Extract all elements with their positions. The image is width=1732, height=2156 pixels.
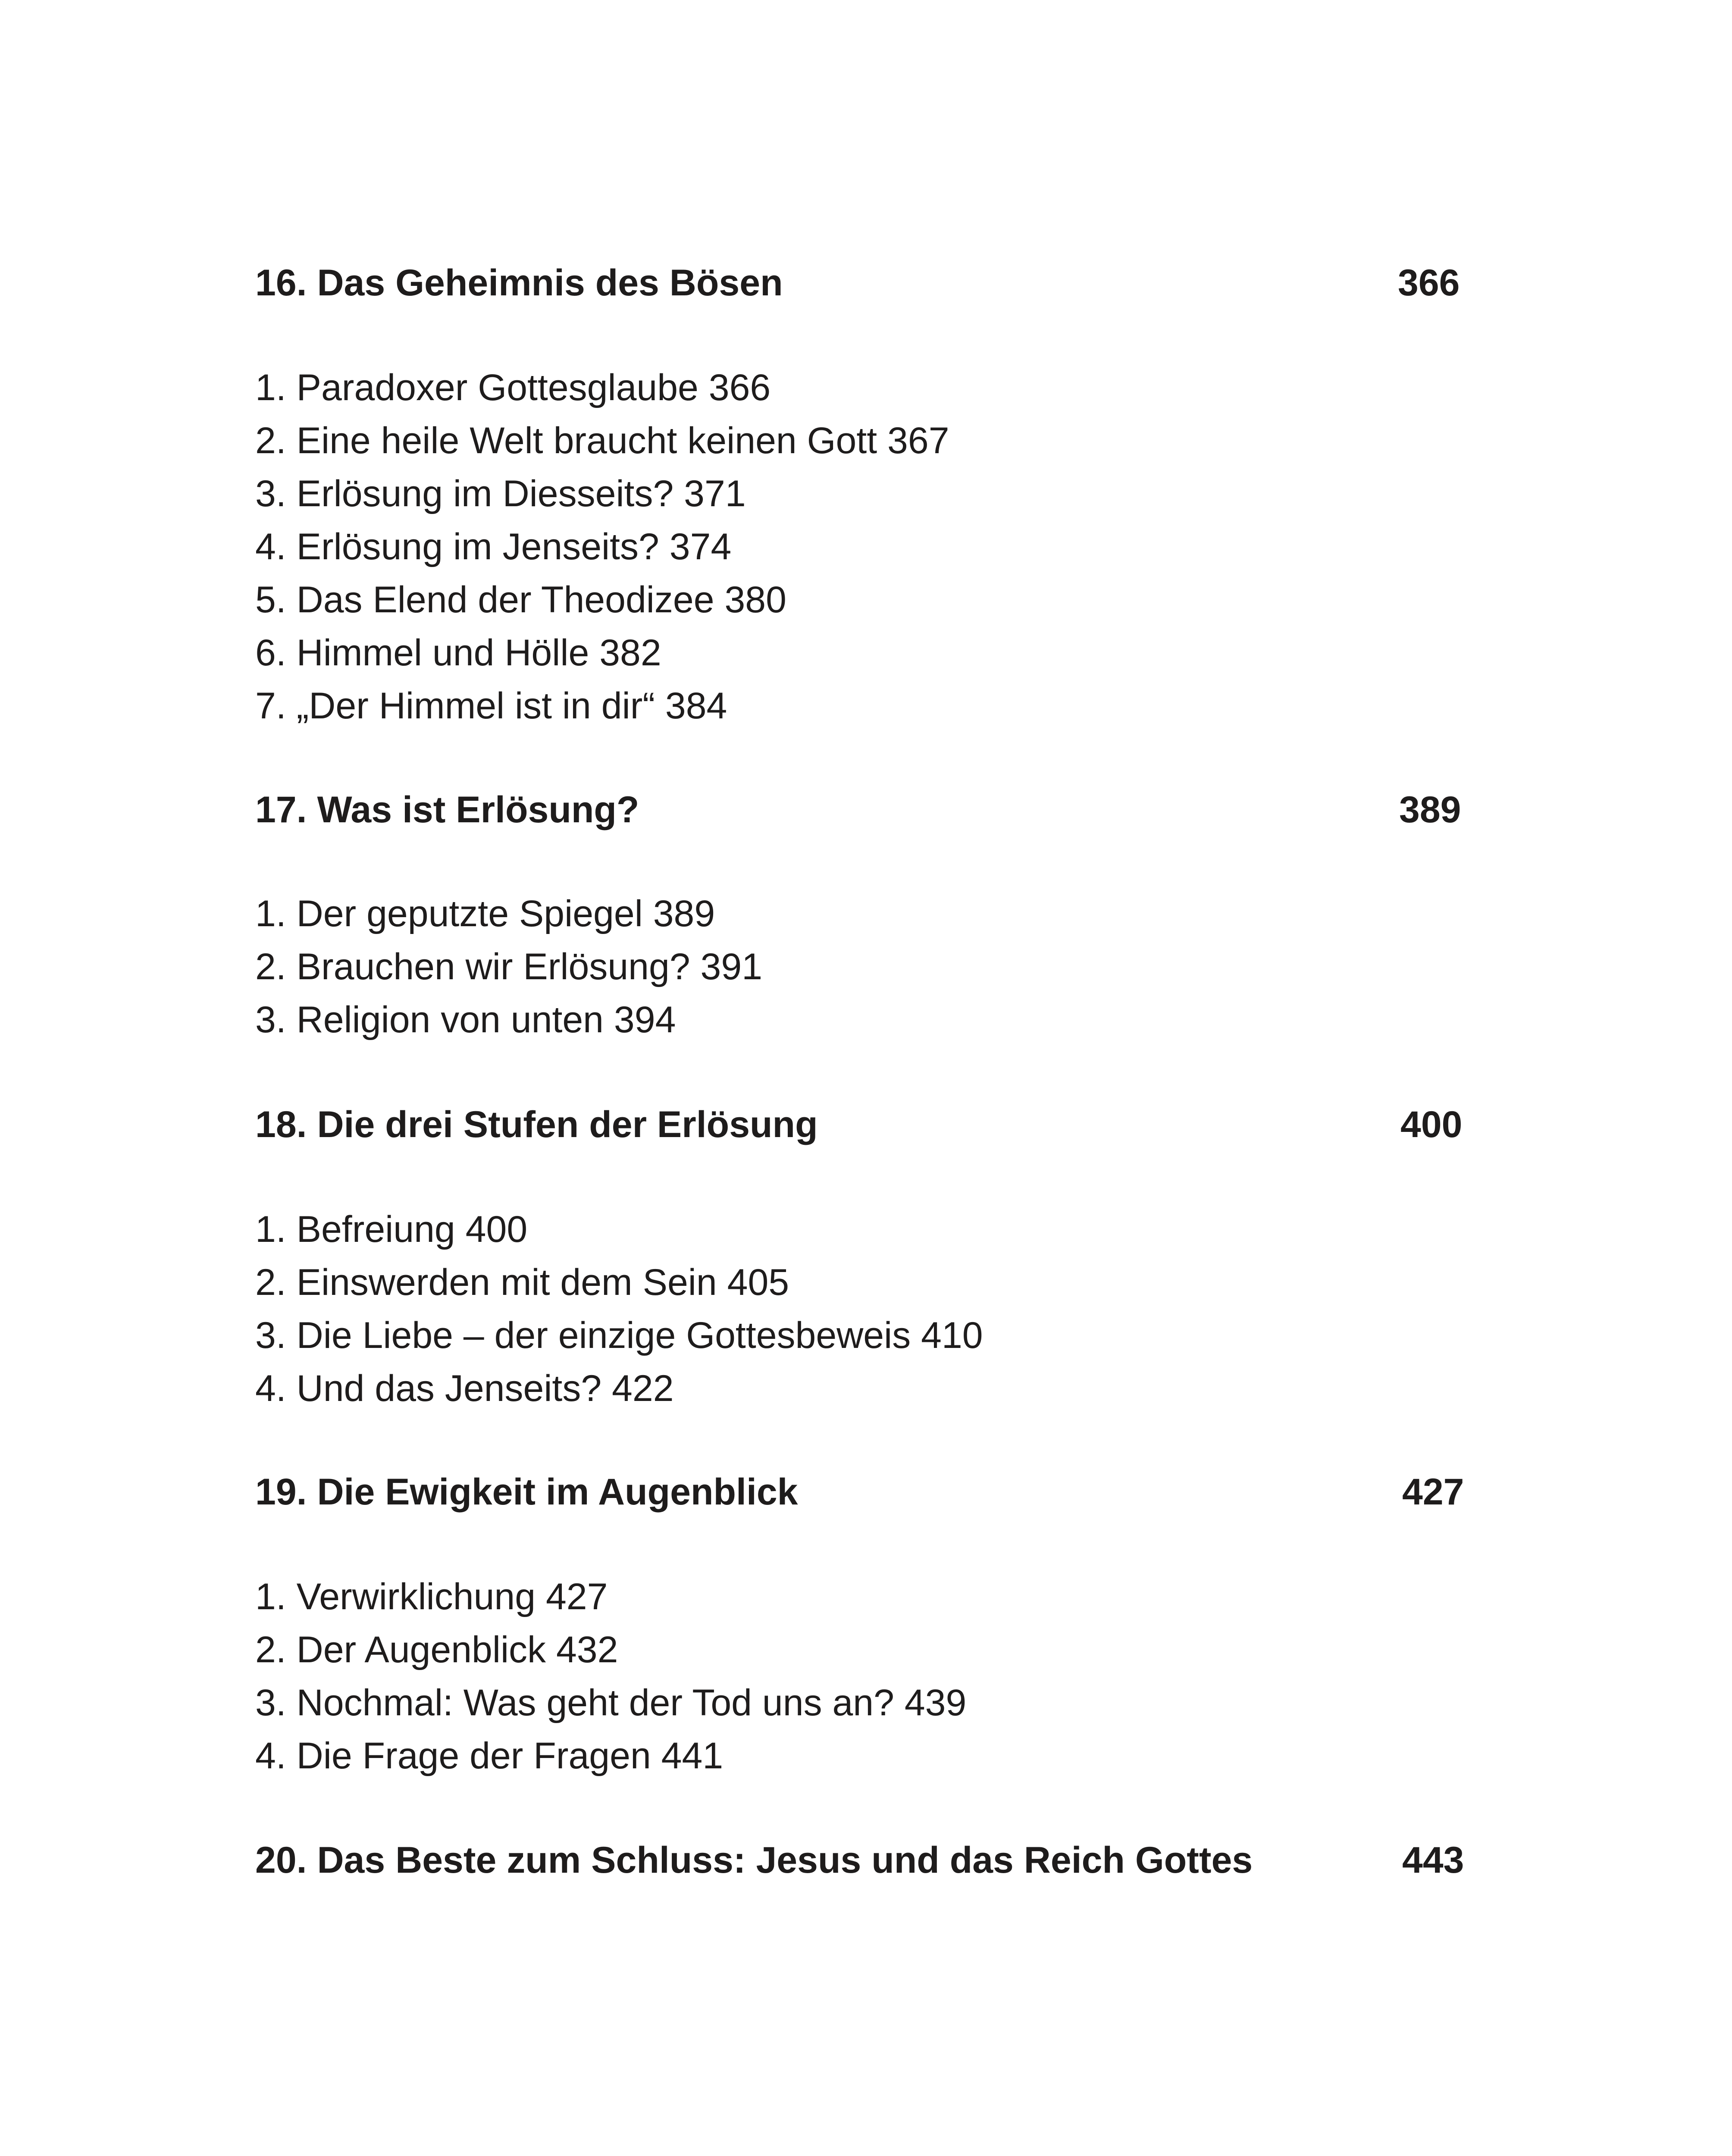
section-item: 2. Brauchen wir Erlösung? 391	[255, 946, 763, 987]
chapter-heading	[255, 257, 1471, 309]
section-item: 2. Einswerden mit dem Sein 405	[255, 1262, 789, 1303]
chapter-heading	[255, 1466, 1471, 1518]
section-item: 3. Nochmal: Was geht der Tod uns an? 439	[255, 1682, 967, 1724]
section-item: 1. Paradoxer Gottesglaube 366	[255, 367, 771, 408]
section-item: 1. Der geputzte Spiegel 389	[255, 893, 715, 934]
section-item: 5. Das Elend der Theodizee 380	[255, 579, 786, 620]
chapter-page-number: 427	[1402, 1471, 1464, 1513]
section-item: 7. „Der Himmel ist in dir“ 384	[255, 685, 727, 727]
chapter-page-number: 389	[1399, 789, 1461, 830]
section-item: 1. Befreiung 400	[255, 1209, 528, 1250]
section-item: 4. Und das Jenseits? 422	[255, 1368, 674, 1409]
section-item: 4. Erlösung im Jenseits? 374	[255, 526, 732, 567]
chapter-title: 19. Die Ewigkeit im Augenblick	[255, 1471, 798, 1513]
section-list	[255, 361, 1376, 733]
section-list	[255, 1203, 1376, 1415]
chapter-title: 17. Was ist Erlösung?	[255, 789, 639, 830]
chapter-page-number: 400	[1400, 1104, 1463, 1145]
section-list	[255, 887, 1376, 1047]
section-item: 1. Verwirklichung 427	[255, 1576, 608, 1617]
section-item: 3. Die Liebe – der einzige Gottesbeweis 410	[255, 1315, 983, 1356]
chapter-title: 16. Das Geheimnis des Bösen	[255, 262, 783, 304]
section-list	[255, 1570, 1376, 1783]
section-item: 2. Eine heile Welt braucht keinen Gott 367	[255, 420, 949, 461]
section-item: 4. Die Frage der Fragen 441	[255, 1735, 723, 1777]
section-item: 6. Himmel und Hölle 382	[255, 632, 661, 674]
chapter-page-number: 366	[1398, 262, 1460, 304]
chapter-heading	[255, 1834, 1471, 1886]
section-item: 3. Erlösung im Diesseits? 371	[255, 473, 746, 514]
section-item: 3. Religion von unten 394	[255, 999, 676, 1040]
chapter-page-number: 443	[1402, 1839, 1464, 1881]
chapter-heading	[255, 784, 1471, 836]
chapter-title: 18. Die drei Stufen der Erlösung	[255, 1104, 818, 1145]
chapter-title: 20. Das Beste zum Schluss: Jesus und das Reich Gottes	[255, 1839, 1253, 1881]
section-item: 2. Der Augenblick 432	[255, 1629, 618, 1670]
chapter-heading	[255, 1099, 1471, 1150]
